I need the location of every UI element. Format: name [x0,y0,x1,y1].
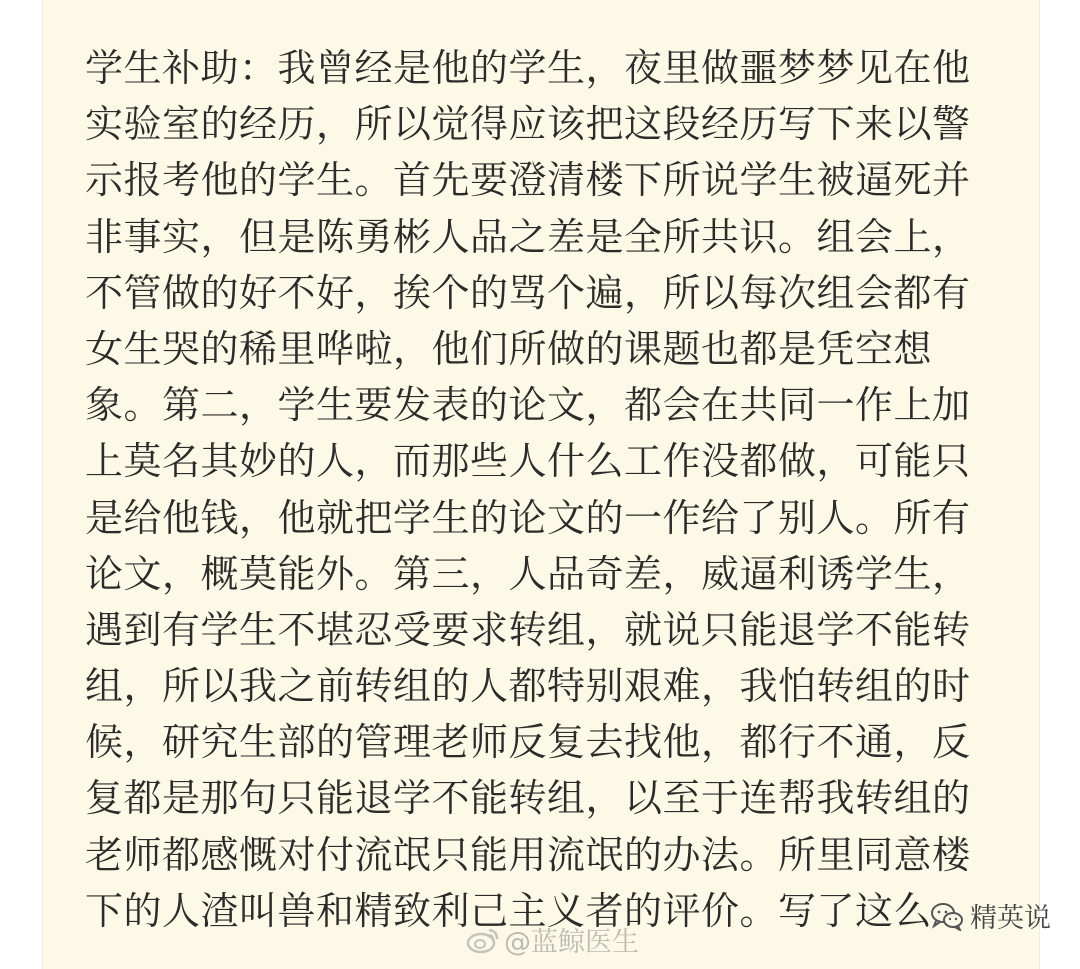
article-line-1: 学生补助：我曾经是他的学生，夜里做噩梦梦见在他 [85,46,971,90]
wechat-logo-icon [930,901,964,931]
weibo-watermark [466,920,639,959]
article-body [85,40,1015,939]
wechat-watermark [930,896,1051,935]
article-line-9: 是给他钱，他就把学生的论文的一作给了别人。所有 [85,495,971,540]
article-line-3: 示报考他的学生。首先要澄清楼下所说学生被逼死并 [85,158,971,203]
article-line-4: 非事实，但是陈勇彬人品之差是全所共识。组会上， [85,214,971,259]
article-line-12: 组，所以我之前转组的人都特别艰难，我怕转组的时 [85,664,971,709]
article-line-6: 女生哭的稀里哗啦，他们所做的课题也都是凭空想 [85,326,933,371]
article-line-10: 论文，概莫能外。第三，人品奇差，威逼利诱学生， [85,551,971,596]
wechat-account-name: 精英说 [970,903,1051,934]
article-line-8: 上莫名其妙的人，而那些人什么工作没都做，可能只 [85,439,971,484]
article-line-2: 实验室的经历，所以觉得应该把这段经历写下来以警 [85,102,971,147]
weibo-handle: @蓝鲸医生 [504,927,639,958]
article-line-14: 复都是那句只能退学不能转组，以至于连帮我转组的 [85,776,971,821]
article-line-7: 象。第二，学生要发表的论文，都会在共同一作上加 [85,383,971,428]
weibo-logo-icon [466,926,500,954]
article-line-13: 候，研究生部的管理老师反复去找他，都行不通，反 [85,720,971,765]
article-line-16: 下的人渣叫兽和精致利己主义者的评价。写了这么 [85,888,933,933]
article-line-5: 不管做的好不好，挨个的骂个遍，所以每次组会都有 [85,270,971,315]
text-card [42,0,1040,969]
article-line-11: 遇到有学生不堪忍受要求转组，就说只能退学不能转 [85,607,971,652]
article-line-15: 老师都感慨对付流氓只能用流氓的办法。所里同意楼 [85,832,971,877]
